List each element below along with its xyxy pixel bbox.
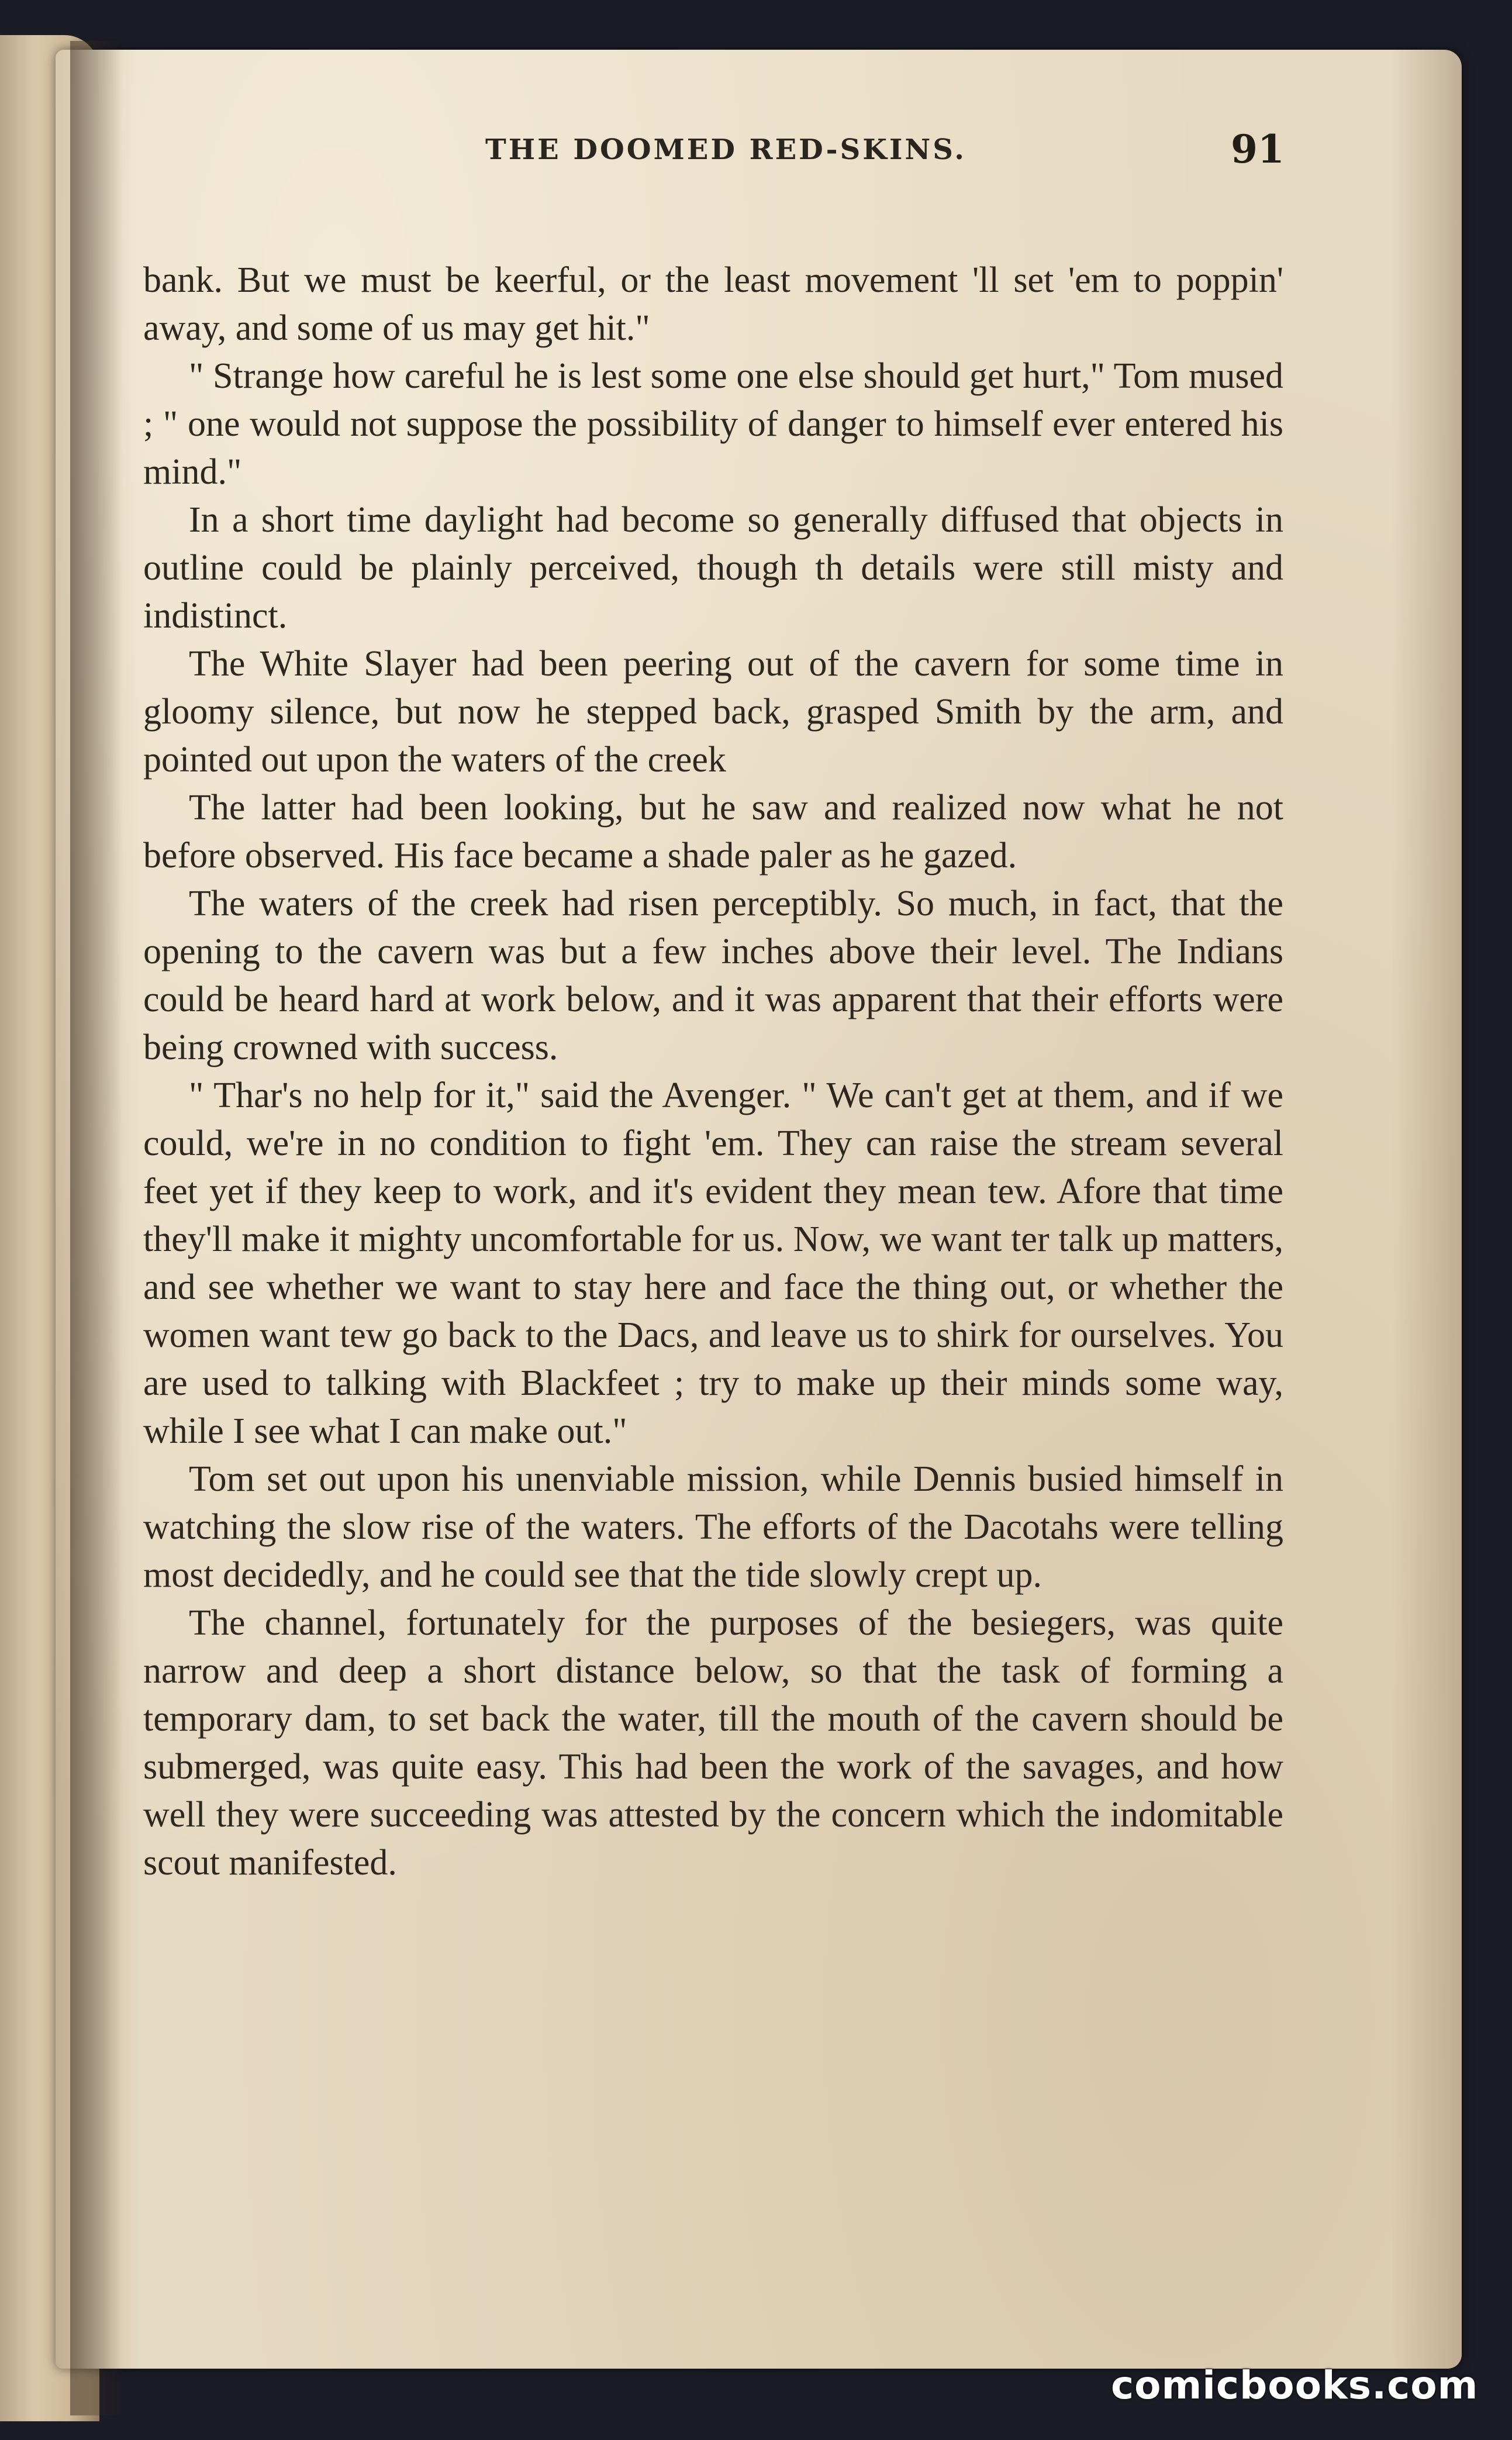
paragraph: bank. But we must be keerful, or the least movement 'll set 'em to poppin' away, and some of us may get hit." (143, 260, 1283, 348)
paragraph: " Thar's no help for it," said the Avenger. " We can't get at them, and if we could, we're in no condition to fight 'em. They can raise the stream several feet yet if they keep to work, and it's evident they mean tew. Afore that time they'll make it mighty uncomfortable for us. Now, we want ter talk up matters, and see whether we want to stay here and face the thing out, or whether the women want tew go back to the Dacs, and leave us to shirk for ourselves. You are used to talking with Blackfeet ; try to make up their minds some way, while I see what I can make out." (143, 1076, 1283, 1451)
page-header (0, 126, 1512, 180)
spine-shadow (70, 41, 123, 2415)
paragraph: The latter had been looking, but he saw and realized now what he not before observed. His face became a shade paler as he gazed. (143, 788, 1283, 876)
paragraph: The waters of the creek had risen perceptibly. So much, in fact, that the opening to the cavern was but a few inches above their level. The Indians could be heard hard at work below, and it was apparent that their efforts were being crowned with success. (143, 884, 1283, 1067)
paragraph: The channel, fortunately for the purposes of the besiegers, was quite narrow and deep a short distance below, so that the task of forming a temporary dam, to set back the water, till the mouth of the cavern should be submerged, was quite easy. This had been the work of the savages, and how well they were succeeding was attested by the concern which the indomitable scout manifested. (143, 1603, 1283, 1883)
page-number: 91 (1231, 126, 1285, 172)
paragraph: The White Slayer had been peering out of the cavern for some time in gloomy silence, but now he stepped back, grasped Smith by the arm, and pointed out upon the waters of the creek (143, 644, 1283, 780)
paragraph: " Strange how careful he is lest some one else should get hurt," Tom mused ; " one would not suppose the possibility of danger to himself ever entered his mind." (143, 356, 1283, 492)
paragraph: Tom set out upon his unenviable mission, while Dennis busied himself in watching the slow rise of the waters. The efforts of the Dacotahs were telling most decidedly, and he could see that the tide slowly crept up. (143, 1459, 1283, 1595)
running-head: THE DOOMED RED-SKINS. (485, 133, 966, 166)
paragraph: In a short time daylight had become so generally diffused that objects in outline could be plainly perceived, though th details were still misty and indistinct. (143, 500, 1283, 636)
watermark: comicbooks.com (1111, 2363, 1479, 2408)
body-text (143, 256, 1283, 1887)
